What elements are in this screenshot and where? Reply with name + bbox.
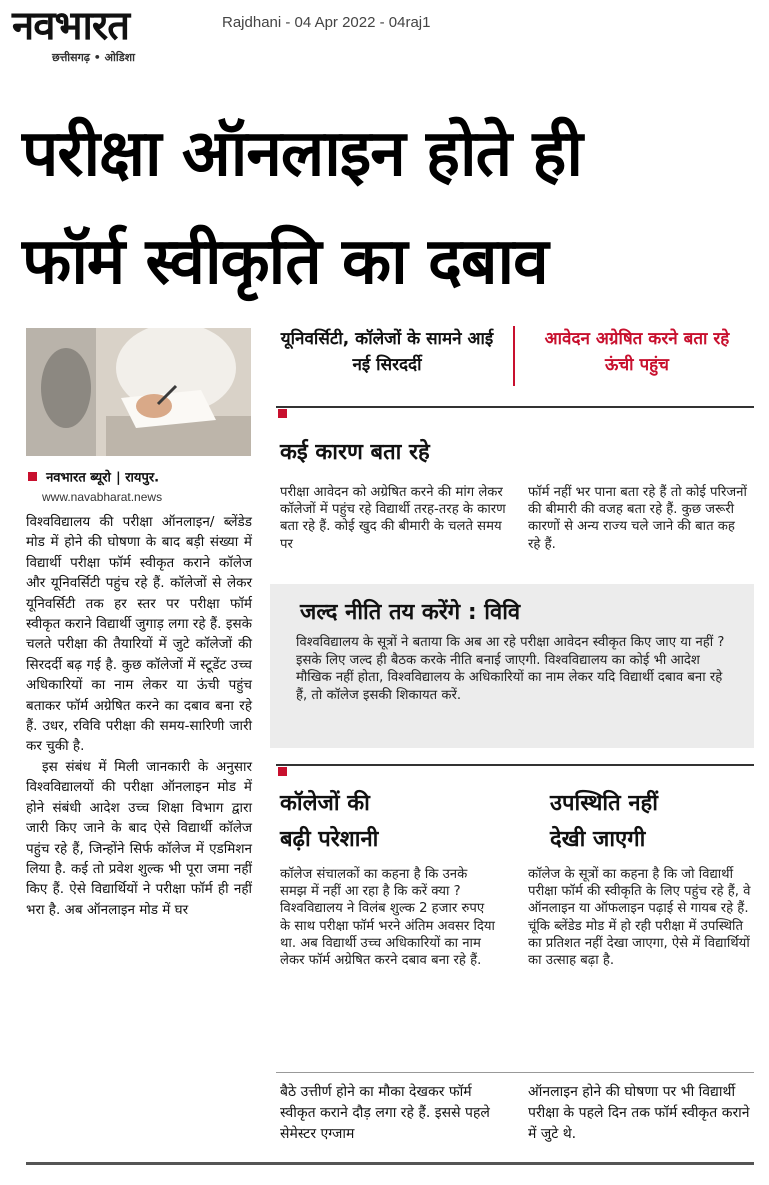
headline-line-2: फॉर्म स्वीकृति का दबाव [22, 225, 548, 299]
edition-regions: छत्तीसगढ़ • ओडिशा [52, 51, 135, 64]
left-column-body [26, 512, 252, 920]
byline-place: | रायपुर. [115, 470, 160, 486]
reasons-column-1: परीक्षा आवेदन को अग्रेषित करने की मांग लेकर कॉलेजों में पहुंच रहे विद्यार्थी तरह-तरह के कारण बता रहे हैं. कोई खुद की बीमारी के चलते समय पर [280, 485, 506, 552]
section-rule-top [276, 406, 754, 408]
deck-black: यूनिवर्सिटी, कॉलेजों के सामने आई नई सिरदर्दी [280, 329, 494, 375]
headline [22, 100, 752, 316]
left-paragraph-2: इस संबंध में मिली जानकारी के अनुसार विश्वविद्यालयों की परीक्षा ऑनलाइन मोड में होने संबंधी आदेश उच्च शिक्षा विभाग द्वारा जारी किए जाने के बाद ऐसे विद्यार्थी कॉलेज पहुंच रहे हैं, जिन्होंने सिर्फ कॉलेज में एडमिशन लिया है. कई तो प्रवेश शुल्क भी पूरा जमा नहीं किए हैं. ऐसे विद्यार्थियों ने परीक्षा फॉर्म ही नहीं भरा है. अब ऑनलाइन मोड में घर [26, 758, 252, 918]
section-rule-middle [276, 764, 754, 766]
bottom-column-1: बैठे उत्तीर्ण होने का मौका देखकर फॉर्म स्वीकृत कराने दौड़ लगा रहे हैं. इससे पहले सेमेस्टर एग्जाम [280, 1084, 490, 1142]
attendance-text: कॉलेज के सूत्रों का कहना है कि जो विद्यार्थी परीक्षा फॉर्म की स्वीकृति के लिए पहुंच रहे हैं, वे ऑनलाइन या ऑफलाइन पढ़ाई से गायब रहे हैं. चूंकि ब्लेंडेड मोड में हो रही परीक्षा में उपस्थिति का प्रतिशत नहीं देखा जाएगा, ऐसे में विद्यार्थियों का उत्साह बढ़ा है. [528, 867, 751, 969]
colleges-title [280, 786, 378, 858]
policy-box [270, 584, 754, 748]
students-exam-photo [26, 328, 251, 456]
colleges-title-line-2: बढ़ी परेशानी [280, 827, 379, 852]
red-square-icon [278, 409, 287, 418]
byline-website: www.navabharat.news [42, 490, 163, 504]
reasons-column-2: फॉर्म नहीं भर पाना बता रहे हैं तो कोई परिजनों की बीमारी की वजह बता रहे हैं. कुछ जरूरी कारणों से अन्य राज्य चले जाने की बात कह रहे हैं. [528, 485, 747, 552]
attendance-title-line-1: उपस्थिति नहीं [550, 791, 658, 816]
reasons-title: कई कारण बता रहे [280, 440, 430, 465]
red-square-icon [28, 472, 37, 481]
byline [28, 466, 250, 504]
left-paragraph-1: विश्वविद्यालय की परीक्षा ऑनलाइन/ ब्लेंडेड मोड में होने की घोषणा के बाद बड़ी संख्या में विद्यार्थी परीक्षा फॉर्म स्वीकृत कराने कॉलेज और यूनिवर्सिटी पहुंच रहे हैं. कॉलेजों से लेकर यूनिवर्सिटी तक हर स्तर पर परीक्षा फॉर्म स्वीकृत कराने विद्यार्थी जुगाड़ लगा रहे हैं. इसके चलते परीक्षा की तैयारियों में जुटे कॉलेजों की सिरदर्दी बढ़ गई है. कुछ कॉलेजों में स्टूडेंट उच्च अधिकारियों का नाम लेकर या ऊंची पहुंच बताकर फॉर्म अग्रेषित करने का दबाव बना रहे हैं. उधर, रविवि परीक्षा की समय-सारिणी जारी कर चुकी है. [26, 514, 252, 755]
masthead [12, 4, 207, 68]
policy-box-text: विश्वविद्यालय के सूत्रों ने बताया कि अब आ रहे परीक्षा आवेदन स्वीकृत किए जाए या नहीं ? इसके लिए जल्द ही बैठक करके नीति बनाई जाएगी. विश्वविद्यालय का कोई भी आदेश मौखिक नहीं होता, विश्वविद्यालय के अधिकारियों का नाम लेकर यदि विद्यार्थी दबाव बना रहे हैं, तो कॉलेज इसकी शिकायत करें. [296, 635, 725, 703]
red-square-icon [278, 767, 287, 776]
headline-line-1: परीक्षा ऑनलाइन होते ही [22, 117, 582, 191]
page-meta-line: Rajdhani - 04 Apr 2022 - 04raj1 [222, 14, 431, 31]
newspaper-logo: नवभारत [12, 3, 130, 49]
bottom-column-2: ऑनलाइन होने की घोषणा पर भी विद्यार्थी परीक्षा के पहले दिन तक फॉर्म स्वीकृत कराने में जुटे थे. [528, 1084, 750, 1142]
deck-divider [513, 326, 515, 386]
policy-box-title: जल्द नीति तय करेंगे : विवि [300, 600, 521, 625]
attendance-title [550, 786, 658, 858]
colleges-text: कॉलेज संचालकों का कहना है कि उनके समझ में नहीं आ रहा है कि करें क्या ? विश्वविद्यालय ने विलंब शुल्क 2 हजार रुपए के साथ परीक्षा फॉर्म भरने अंतिम अवसर दिया था. अब विद्यार्थी उच्च अधिकारियों का नाम लेकर फॉर्म अग्रेषित करने दबाव बना रहे हैं. [280, 867, 495, 969]
page-bottom-rule [26, 1162, 754, 1165]
attendance-title-line-2: देखी जाएगी [550, 827, 646, 852]
section-rule-bottom [276, 1072, 754, 1073]
colleges-title-line-1: कॉलेजों की [280, 791, 370, 816]
exam-photo-illustration [26, 328, 251, 456]
deck-red: आवेदन अग्रेषित करने बता रहे ऊंची पहुंच [544, 329, 730, 375]
byline-bureau: नवभारत ब्यूरो [46, 470, 111, 486]
